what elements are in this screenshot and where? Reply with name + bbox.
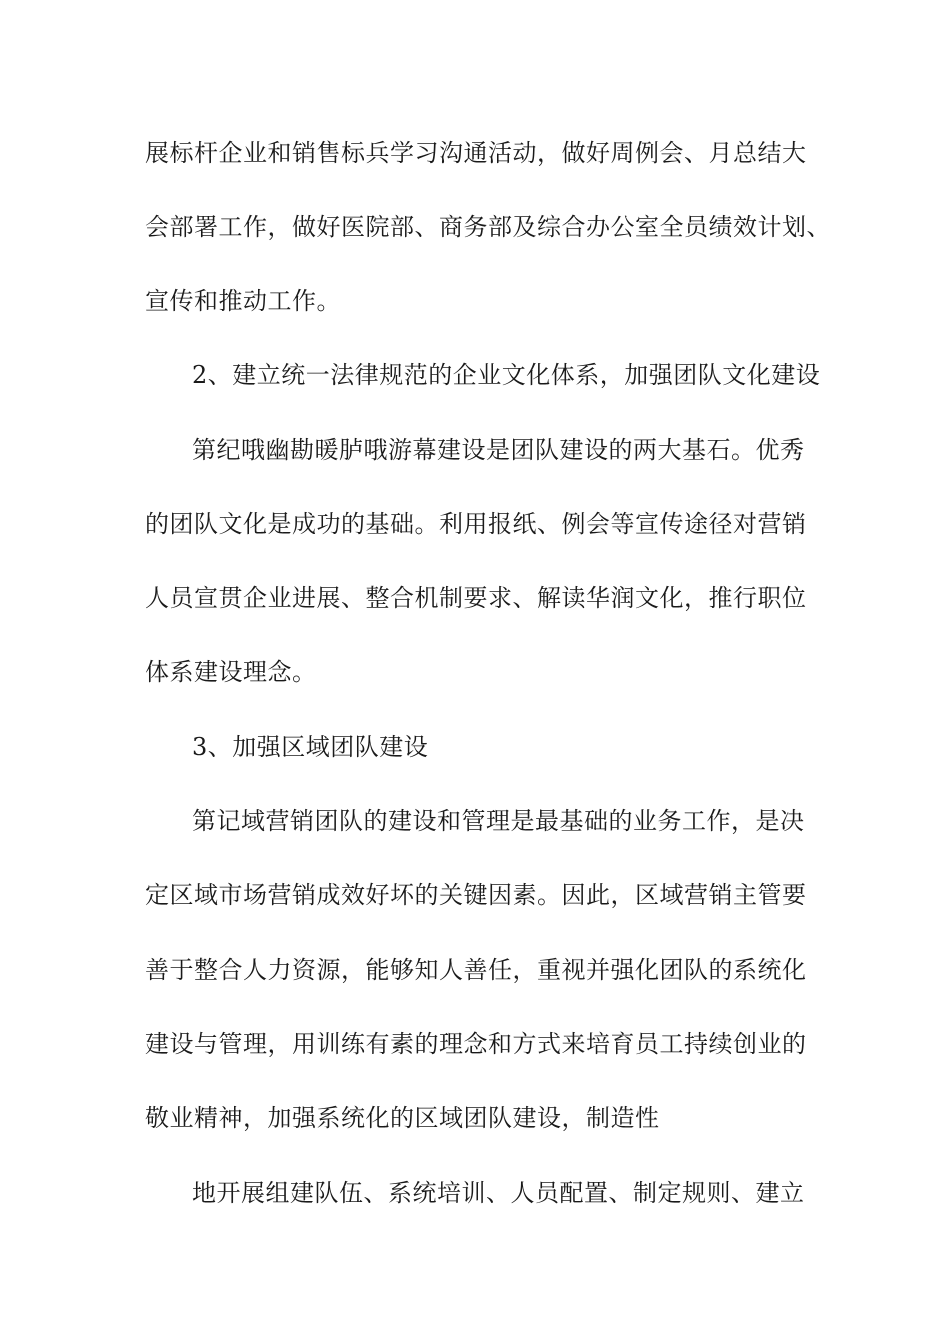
- text-line-8: 体系建设理念。: [145, 658, 317, 686]
- section-heading-3: 3、加强区域团队建设: [192, 733, 429, 761]
- text-line-3: 宣传和推动工作。: [145, 287, 341, 315]
- text-line-14: 敬业精神，加强系统化的区域团队建设，制造性: [145, 1104, 660, 1132]
- text-line-10: 第记域营销团队的建设和管理是最基础的业务工作，是决: [192, 807, 805, 835]
- text-line-6: 的团队文化是成功的基础。利用报纸、例会等宣传途径对营销: [145, 510, 807, 538]
- section-heading-2: 2、建立统一法律规范的企业文化体系，加强团队文化建设: [192, 361, 821, 389]
- text-line-7: 人员宣贯企业进展、整合机制要求、解读华润文化，推行职位: [145, 584, 807, 612]
- text-line-1: 展标杆企业和销售标兵学习沟通活动，做好周例会、月总结大: [145, 139, 807, 167]
- text-line-5: 第纪哦幽勘暖胪哦游幕建设是团队建设的两大基石。优秀: [192, 436, 805, 464]
- text-line-2: 会部署工作，做好医院部、商务部及综合办公室全员绩效计划、: [145, 213, 831, 241]
- text-line-11: 定区域市场营销成效好坏的关键因素。因此，区域营销主管要: [145, 881, 807, 909]
- text-line-13: 建设与管理，用训练有素的理念和方式来培育员工持续创业的: [145, 1030, 807, 1058]
- text-line-12: 善于整合人力资源，能够知人善任，重视并强化团队的系统化: [145, 956, 807, 984]
- text-line-15: 地开展组建队伍、系统培训、人员配置、制定规则、建立: [192, 1179, 805, 1207]
